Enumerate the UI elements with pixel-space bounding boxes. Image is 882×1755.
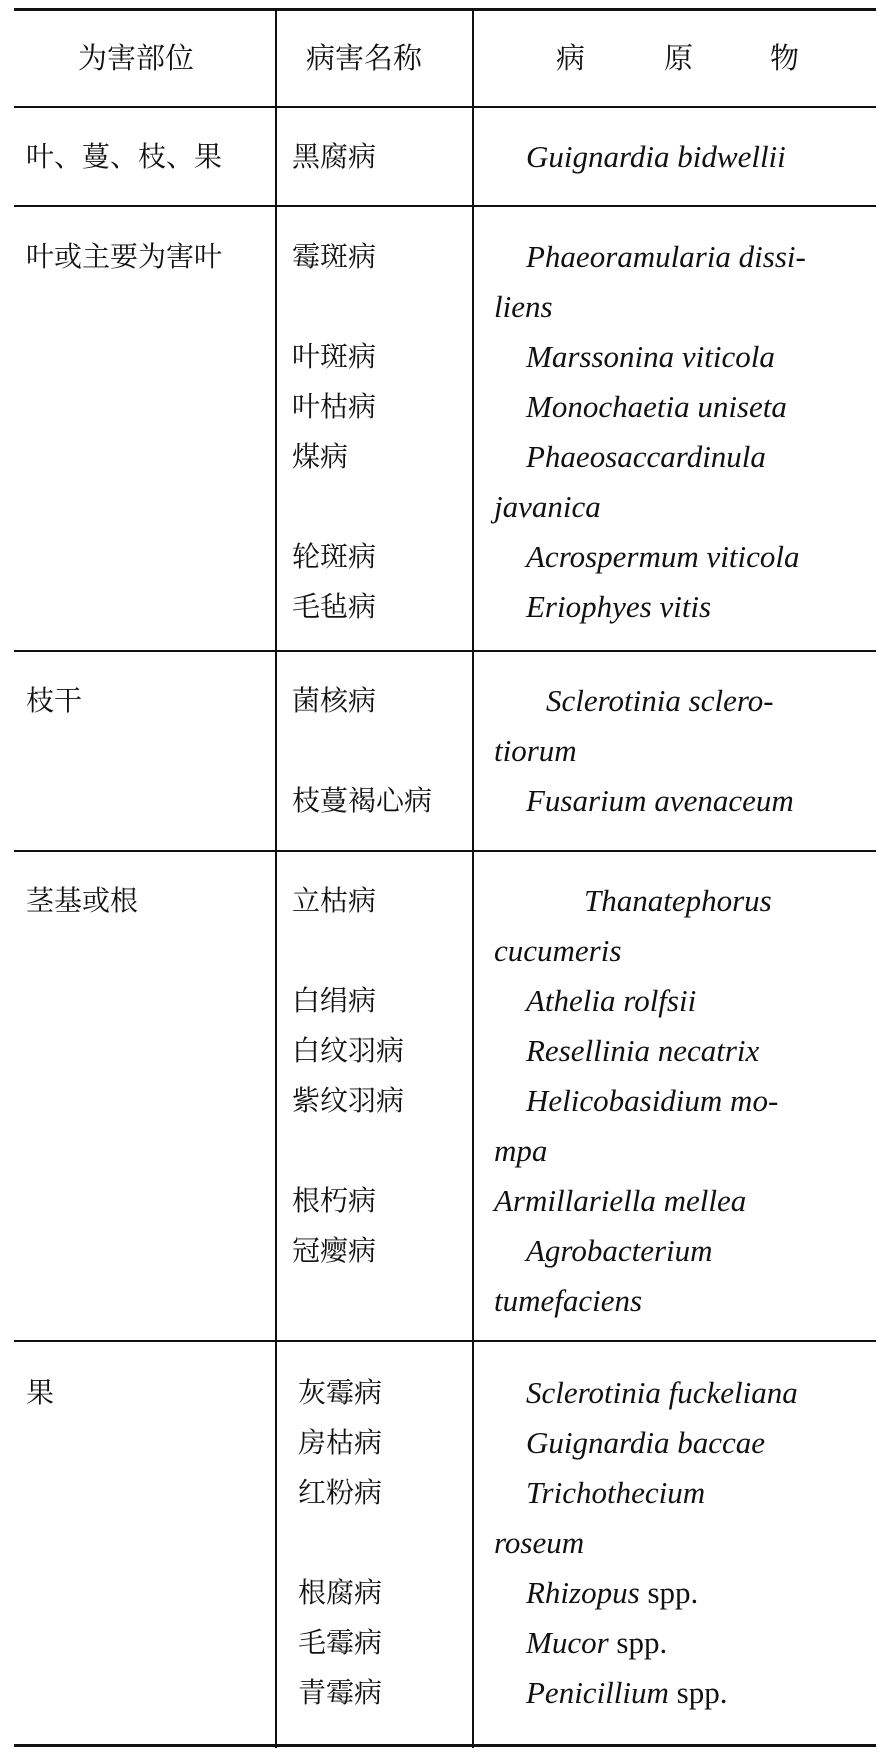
disease-name: 红粉病 — [298, 1476, 383, 1509]
pathogen-name-continued: tumefaciens — [494, 1283, 643, 1318]
disease-name: 灰霉病 — [298, 1376, 383, 1409]
disease-name: 紫纹羽病 — [292, 1084, 405, 1117]
column-divider — [472, 10, 474, 1748]
group-rule — [14, 650, 876, 652]
pathogen-name: Eriophyes vitis — [526, 589, 712, 624]
disease-name: 毛毡病 — [292, 590, 377, 623]
disease-name: 轮斑病 — [292, 540, 377, 573]
pathogen-name: Helicobasidium mo- — [526, 1083, 779, 1118]
disease-name: 白纹羽病 — [292, 1034, 405, 1067]
header-pathogen-char: 病 — [556, 41, 586, 75]
group-rule — [14, 1340, 876, 1342]
species-abbreviation: spp. — [647, 1575, 699, 1610]
genus-name: Penicillium — [526, 1675, 669, 1710]
pathogen-name: Marssonina viticola — [526, 339, 775, 374]
genus-name: Mucor — [526, 1625, 609, 1660]
column-divider — [275, 10, 277, 1748]
pathogen-name: Guignardia baccae — [526, 1425, 766, 1460]
group-rule — [14, 850, 876, 852]
disease-name: 黑腐病 — [292, 140, 377, 173]
pathogen-name: Guignardia bidwellii — [526, 139, 786, 174]
pathogen-name: Agrobacterium — [526, 1233, 713, 1268]
pathogen-name-continued: liens — [494, 289, 553, 324]
site-label: 茎基或根 — [26, 884, 139, 917]
disease-name: 煤病 — [292, 440, 349, 473]
pathogen-name: Sclerotinia sclero- — [546, 683, 774, 718]
genus-name: Rhizopus — [526, 1575, 640, 1610]
pathogen-name — [526, 1668, 727, 1718]
disease-name: 菌核病 — [292, 684, 377, 717]
disease-name: 立枯病 — [292, 884, 377, 917]
site-label: 枝干 — [26, 684, 83, 717]
site-label: 叶或主要为害叶 — [26, 240, 223, 273]
disease-name: 冠瘿病 — [292, 1234, 377, 1267]
pathogen-name: Phaeosaccardinula — [526, 439, 766, 474]
pathogen-name: Armillariella mellea — [494, 1183, 747, 1218]
pathogen-name: Acrospermum viticola — [526, 539, 800, 574]
disease-name: 根朽病 — [292, 1184, 377, 1217]
bottom-rule — [14, 1744, 876, 1747]
header-pathogen-char: 原 — [664, 41, 694, 75]
header-rule — [14, 106, 876, 108]
group-rule — [14, 205, 876, 207]
pathogen-name: Resellinia necatrix — [526, 1033, 760, 1068]
pathogen-name: Monochaetia uniseta — [526, 389, 787, 424]
pathogen-name-continued: tiorum — [494, 733, 577, 768]
disease-name: 根腐病 — [298, 1576, 383, 1609]
pathogen-name: Sclerotinia fuckeliana — [526, 1375, 798, 1410]
pathogen-name-continued: javanica — [494, 489, 601, 524]
pathogen-name — [526, 1568, 698, 1618]
pathogen-name-continued: roseum — [494, 1525, 585, 1560]
disease-name: 白绢病 — [292, 984, 377, 1017]
pathogen-name-continued: mpa — [494, 1133, 548, 1168]
species-abbreviation: spp. — [616, 1625, 668, 1660]
pathogen-name: Fusarium avenaceum — [526, 783, 794, 818]
top-rule — [14, 8, 876, 11]
pathogen-name: Thanatephorus — [584, 883, 772, 918]
pathogen-name: Athelia rolfsii — [526, 983, 697, 1018]
disease-name: 房枯病 — [298, 1426, 383, 1459]
disease-name: 枝蔓褐心病 — [292, 784, 433, 817]
pathogen-name-continued: cucumeris — [494, 933, 622, 968]
pathogen-name — [526, 1618, 667, 1668]
site-label: 叶、蔓、枝、果 — [26, 140, 223, 173]
disease-name: 叶枯病 — [292, 390, 377, 423]
pathogen-name: Phaeoramularia dissi- — [526, 239, 806, 274]
header-disease: 病害名称 — [306, 41, 423, 75]
disease-name: 青霉病 — [298, 1676, 383, 1709]
site-label: 果 — [26, 1376, 55, 1409]
pathogen-name: Trichothecium — [526, 1475, 706, 1510]
header-site: 为害部位 — [78, 41, 195, 75]
species-abbreviation: spp. — [676, 1675, 728, 1710]
disease-name: 毛霉病 — [298, 1626, 383, 1659]
disease-name: 叶斑病 — [292, 340, 377, 373]
disease-name: 霉斑病 — [292, 240, 377, 273]
header-pathogen-char: 物 — [770, 41, 800, 75]
